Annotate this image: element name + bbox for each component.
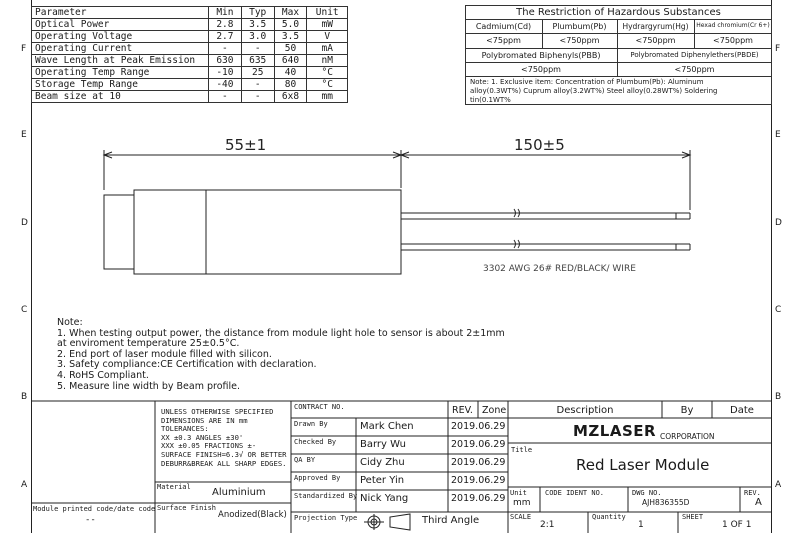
tolerance-block <box>161 408 287 468</box>
rohs-h-chromium: Hexad chromium(Cr 6+) <box>696 22 770 29</box>
description-col-header: Description <box>556 405 614 416</box>
zone-right-d: D <box>775 218 782 228</box>
wire-black <box>401 244 690 250</box>
drawn-by-label: Drawn By <box>294 420 328 428</box>
dwg-number: AJH836355D <box>642 498 690 507</box>
dwg-label: DWG NO. <box>632 489 662 497</box>
rohs-v-plumbum: <750ppm <box>559 36 600 45</box>
tolerance-line: XXX ±0.05 FRACTIONS ±- <box>161 441 257 451</box>
standardized-by-name: Nick Yang <box>360 493 409 504</box>
spec-cell: - <box>241 91 274 103</box>
spec-cell: - <box>241 79 274 91</box>
spec-header: Typ <box>241 7 274 19</box>
rev-value: A <box>755 497 762 508</box>
drawing-title: Red Laser Module <box>576 456 710 474</box>
spec-cell: 80 <box>274 79 307 91</box>
spec-cell: - <box>241 43 274 55</box>
note-line: 4. RoHS Compliant. <box>57 369 149 381</box>
qa-by-label: QA BY <box>294 456 316 464</box>
spec-cell: Storage Temp Range <box>32 79 209 91</box>
approved-by-label: Approved By <box>294 474 341 482</box>
approved-by-date: 2019.06.29 <box>451 475 506 486</box>
spec-cell: Beam size at 10 <box>32 91 209 103</box>
spec-cell: 3.5 <box>241 19 274 31</box>
spec-cell: 3.0 <box>241 31 274 43</box>
sheet-label: SHEET <box>682 513 704 521</box>
contract-label: CONTRACT NO. <box>294 403 345 411</box>
rohs-v-pbde: <750ppm <box>674 65 715 74</box>
note-line: 2. End port of laser module filled with silicon. <box>57 348 272 360</box>
spec-cell: Operating Temp Range <box>32 67 209 79</box>
tolerance-line: SURFACE FINISH=6.3√ OR BETTER <box>161 449 287 459</box>
spec-cell: mA <box>307 43 348 55</box>
note-line: at enviroment temperature 25±0.5°C. <box>57 338 240 350</box>
spec-cell: Optical Power <box>32 19 209 31</box>
rohs-h-plumbum: Plumbum(Pb) <box>552 22 607 31</box>
spec-header: Unit <box>307 7 348 19</box>
tolerance-line: DEBURR&BREAK ALL SHARP EDGES. <box>161 458 287 468</box>
projection-value: Third Angle <box>422 515 480 526</box>
zone-right-a: A <box>775 480 782 490</box>
spec-cell: 2.8 <box>209 19 242 31</box>
spec-header: Parameter <box>32 7 209 19</box>
rohs-note-line: tin(0.1WT% <box>470 96 511 104</box>
zone-left-b: B <box>21 392 28 402</box>
spec-cell: 50 <box>274 43 307 55</box>
dim-wire-line <box>401 150 690 210</box>
company-logo-text: MZLASER <box>573 422 657 440</box>
drawn-by-name: Mark Chen <box>360 421 414 432</box>
spec-cell: mW <box>307 19 348 31</box>
projection-label: Projection Type <box>294 514 358 522</box>
note-line: 1. When testing output power, the distance from module light hole to sensor is about 2±1mm <box>57 327 505 339</box>
rohs-h-pbde: Polybromated Diphenylethers(PBDE) <box>630 51 759 59</box>
material-value: Aluminium <box>212 487 266 498</box>
checked-by-name: Barry Wu <box>360 439 407 450</box>
spec-cell: 630 <box>209 55 242 67</box>
sheet-value: 1 OF 1 <box>722 520 752 530</box>
spec-cell: 40 <box>274 67 307 79</box>
zone-right-e: E <box>775 130 781 140</box>
zone-col-header: Zone <box>482 405 507 416</box>
spec-cell: °C <box>307 79 348 91</box>
standardized-by-label: Standardized By <box>294 492 358 500</box>
note-line: 5. Measure line width by Beam profile. <box>57 380 241 392</box>
spec-cell: 640 <box>274 55 307 67</box>
wire-red <box>401 213 690 219</box>
wire-spec-label: 3302 AWG 26# RED/BLACK/ WIRE <box>483 264 636 274</box>
rohs-v-hydrargyrum: <750ppm <box>635 36 676 45</box>
spec-header: Min <box>209 7 242 19</box>
corporation-label: CORPORATION <box>660 432 715 441</box>
zone-left-d: D <box>21 218 28 228</box>
checked-by-label: Checked By <box>294 438 337 446</box>
note-line: 3. Safety compliance:CE Certification with declaration. <box>57 359 317 371</box>
unit-label: Unit <box>510 489 527 497</box>
notes-block <box>57 318 505 392</box>
zone-left-c: C <box>21 305 28 315</box>
dim-body-label: 55±1 <box>225 136 267 154</box>
zone-right-f: F <box>775 44 781 54</box>
zone-left-f: F <box>21 44 27 54</box>
rev-label: REV. <box>744 489 761 497</box>
spec-cell: Operating Current <box>32 43 209 55</box>
tolerance-line: DIMENSIONS ARE IN mm <box>161 415 248 425</box>
spec-cell: 3.5 <box>274 31 307 43</box>
rohs-v-chromium: <750ppm <box>713 36 753 45</box>
dim-wire-label: 150±5 <box>514 136 565 154</box>
rohs-h-cadmium: Cadmium(Cd) <box>475 22 532 31</box>
spec-cell: - <box>209 91 242 103</box>
rohs-h-hydrargyrum: Hydrargyrum(Hg) <box>622 22 689 31</box>
spec-cell: 635 <box>241 55 274 67</box>
printed-code-value: -- <box>85 515 96 525</box>
spec-cell: 25 <box>241 67 274 79</box>
spec-cell: °C <box>307 67 348 79</box>
surface-label: Surface Finish <box>157 504 217 512</box>
zone-left-e: E <box>21 130 27 140</box>
checked-by-date: 2019.06.29 <box>451 439 506 450</box>
drawn-by-date: 2019.06.29 <box>451 421 506 432</box>
spec-cell: 6x8 <box>274 91 307 103</box>
tolerance-line: UNLESS OTHERWISE SPECIFIED <box>161 407 274 416</box>
spec-cell: mm <box>307 91 348 103</box>
approved-by-name: Peter Yin <box>360 475 405 486</box>
third-angle-projection-symbol <box>364 514 410 530</box>
printed-code-label: Module printed code/date code <box>33 505 156 513</box>
scale-label: SCALE <box>510 513 532 521</box>
standardized-by-date: 2019.06.29 <box>451 493 506 504</box>
dim-body-line <box>104 150 401 190</box>
rohs-h-pbb: Polybromated Biphenyls(PBB) <box>481 51 601 60</box>
spec-cell: V <box>307 31 348 43</box>
module-cap <box>104 195 134 269</box>
unit-value: mm <box>513 498 531 508</box>
rev-col-header: REV. <box>452 405 473 416</box>
spec-cell: 2.7 <box>209 31 242 43</box>
tolerance-line: TOLERANCES: <box>161 424 209 434</box>
rohs-title: The Restriction of Hazardous Substances <box>516 7 721 18</box>
tolerance-line: XX ±0.3 ANGLES ±30' <box>161 432 244 442</box>
scale-value: 2:1 <box>540 520 555 530</box>
quantity-label: Quantity <box>592 513 626 521</box>
zone-right-b: B <box>775 392 782 402</box>
quantity-value: 1 <box>638 520 644 530</box>
title-label: Title <box>511 446 533 454</box>
spec-cell: -40 <box>209 79 242 91</box>
by-col-header: By <box>680 405 694 416</box>
module-body <box>134 190 401 274</box>
qa-by-date: 2019.06.29 <box>451 457 506 468</box>
code-ident-label: CODE IDENT NO. <box>545 489 605 497</box>
rohs-note-line: alloy(0.3WT%) Cuprum alloy(3.2WT%) Steel alloy(0.28WT%) Soldering <box>470 87 718 95</box>
rohs-v-pbb: <750ppm <box>521 65 561 74</box>
spec-cell: 5.0 <box>274 19 307 31</box>
spec-cell: Operating Voltage <box>32 31 209 43</box>
rohs-note-line: Note: 1. Exclusive item: Concentration of Plumbum(Pb): Aluminum <box>470 78 704 86</box>
qa-by-name: Cidy Zhu <box>360 457 405 468</box>
spec-cell: Wave Length at Peak Emission <box>32 55 209 67</box>
spec-cell: nM <box>307 55 348 67</box>
surface-value: Anodized(Black) <box>218 510 287 520</box>
spec-cell: -10 <box>209 67 242 79</box>
notes-heading: Note: <box>57 317 83 328</box>
material-label: Material <box>157 483 191 491</box>
zone-left-a: A <box>21 480 28 490</box>
zone-right-c: C <box>775 305 782 315</box>
date-col-header: Date <box>730 405 754 416</box>
spec-cell: - <box>209 43 242 55</box>
spec-header: Max <box>274 7 307 19</box>
rohs-v-cadmium: <75ppm <box>486 36 521 45</box>
